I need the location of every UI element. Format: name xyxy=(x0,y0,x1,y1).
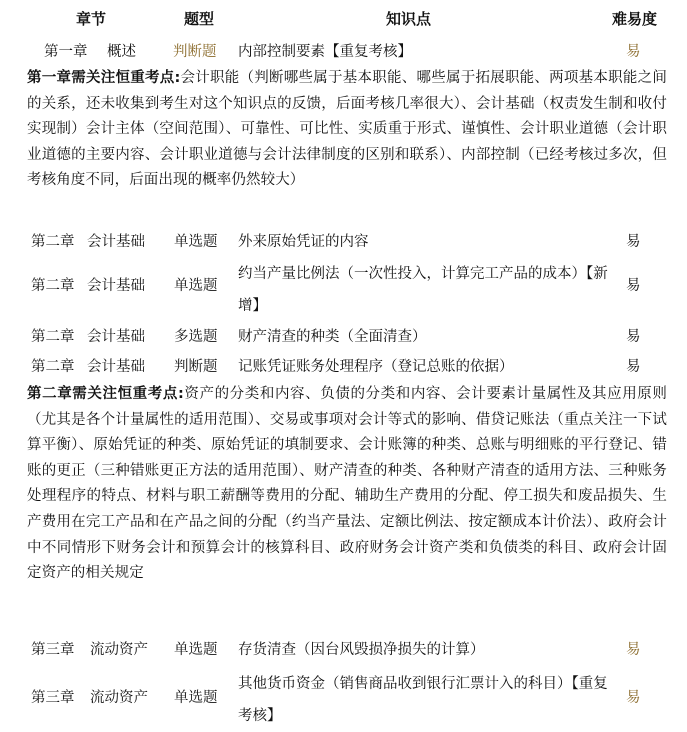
row-chapter-name: 会计基础 xyxy=(87,359,145,375)
row-type: 单选题 xyxy=(174,234,218,250)
row-level: 易 xyxy=(626,278,641,294)
row-chapter-name: 流动资产 xyxy=(90,642,148,658)
row-chapter: 第一章 xyxy=(44,44,88,60)
row-level: 易 xyxy=(626,690,641,706)
row-chapter: 第二章 xyxy=(31,234,75,250)
row-level: 易 xyxy=(626,359,641,375)
chapter-2-notes xyxy=(27,382,667,587)
row-type: 单选题 xyxy=(174,642,218,658)
row-type: 多选题 xyxy=(174,329,218,345)
note-text: 资产的分类和内容、负债的分类和内容、会计要素计量属性及其应用原则（尤其是各个计量属性的适用范围）、交易或事项对会计等式的影响、借贷记账法（重点关注一下试算平衡）、原始凭证的种类、原始凭证的填制要求、会计账簿的种类、总账与明细账的平行登记、错账的更正（三种错账更正方法的适用范围）、财产清查的种类、各种财产清查的适用方法、三种账务处理程序的特点、材料与职工薪酬等费用的分配、辅助生产费用的分配、停工损失和废品损失、生产费用在完工产品和在产品之间的分配（约当产量法、定额比例法、按定额成本计价法）、政府会计中不同情形下财务会计和预算会计的核算科目、政府财务会计资产类和负债类的科目、政府会计固定资产的相关规定 xyxy=(27,386,667,582)
row-point: 财产清查的种类（全面清查） xyxy=(238,329,427,345)
row-chapter: 第二章 xyxy=(31,278,75,294)
row-chapter-name: 流动资产 xyxy=(90,690,148,706)
row-level: 易 xyxy=(626,642,641,658)
row-point: 约当产量比例法（一次性投入，计算完工产品的成本）【新增】 xyxy=(238,266,608,314)
note-lead: 第一章需关注恒重考点: xyxy=(27,70,181,86)
row-chapter-name: 会计基础 xyxy=(87,234,145,250)
note-lead: 第二章需关注恒重考点: xyxy=(27,386,184,402)
row-point: 其他货币资金（销售商品收到银行汇票计入的科目）【重复考核】 xyxy=(238,676,608,724)
row-type: 判断题 xyxy=(173,44,217,60)
row-type: 单选题 xyxy=(174,278,218,294)
row-point: 内部控制要素【重复考核】 xyxy=(238,44,412,60)
row-type: 判断题 xyxy=(174,359,218,375)
row-chapter: 第三章 xyxy=(31,642,75,658)
row-chapter: 第二章 xyxy=(31,329,75,345)
row-point: 记账凭证账务处理程序（登记总账的依据） xyxy=(238,359,514,375)
row-level: 易 xyxy=(626,329,641,345)
chapter-1-notes xyxy=(27,66,667,194)
row-type: 单选题 xyxy=(174,690,218,706)
row-chapter: 第三章 xyxy=(31,690,75,706)
row-point: 外来原始凭证的内容 xyxy=(238,234,369,250)
header-knowledge: 知识点 xyxy=(386,10,432,28)
row-chapter-name: 会计基础 xyxy=(87,278,145,294)
note-text: 会计职能（判断哪些属于基本职能、哪些属于拓展职能、两项基本职能之间的关系，还未收集到考生对这个知识点的反馈，后面考核几率很大）、会计基础（权责发生制和收付实现制）会计主体（空间范围）、可靠性、可比性、实质重于形式、谨慎性、会计职业道德（会计职业道德的主要内容、会计职业道德与会计法律制度的区别和联系）、内部控制（已经考核过多次，但考核角度不同，后面出现的概率仍然较大） xyxy=(27,70,668,189)
row-point: 存货清查（因台风毁损净损失的计算） xyxy=(238,642,485,658)
row-chapter: 第二章 xyxy=(31,359,75,375)
header-chapter: 章节 xyxy=(76,10,107,28)
header-type: 题型 xyxy=(184,10,215,28)
row-chapter-name: 概述 xyxy=(107,44,136,60)
row-chapter-name: 会计基础 xyxy=(87,329,145,345)
row-level: 易 xyxy=(626,44,641,60)
header-difficulty: 难易度 xyxy=(612,10,658,28)
row-level: 易 xyxy=(626,234,641,250)
